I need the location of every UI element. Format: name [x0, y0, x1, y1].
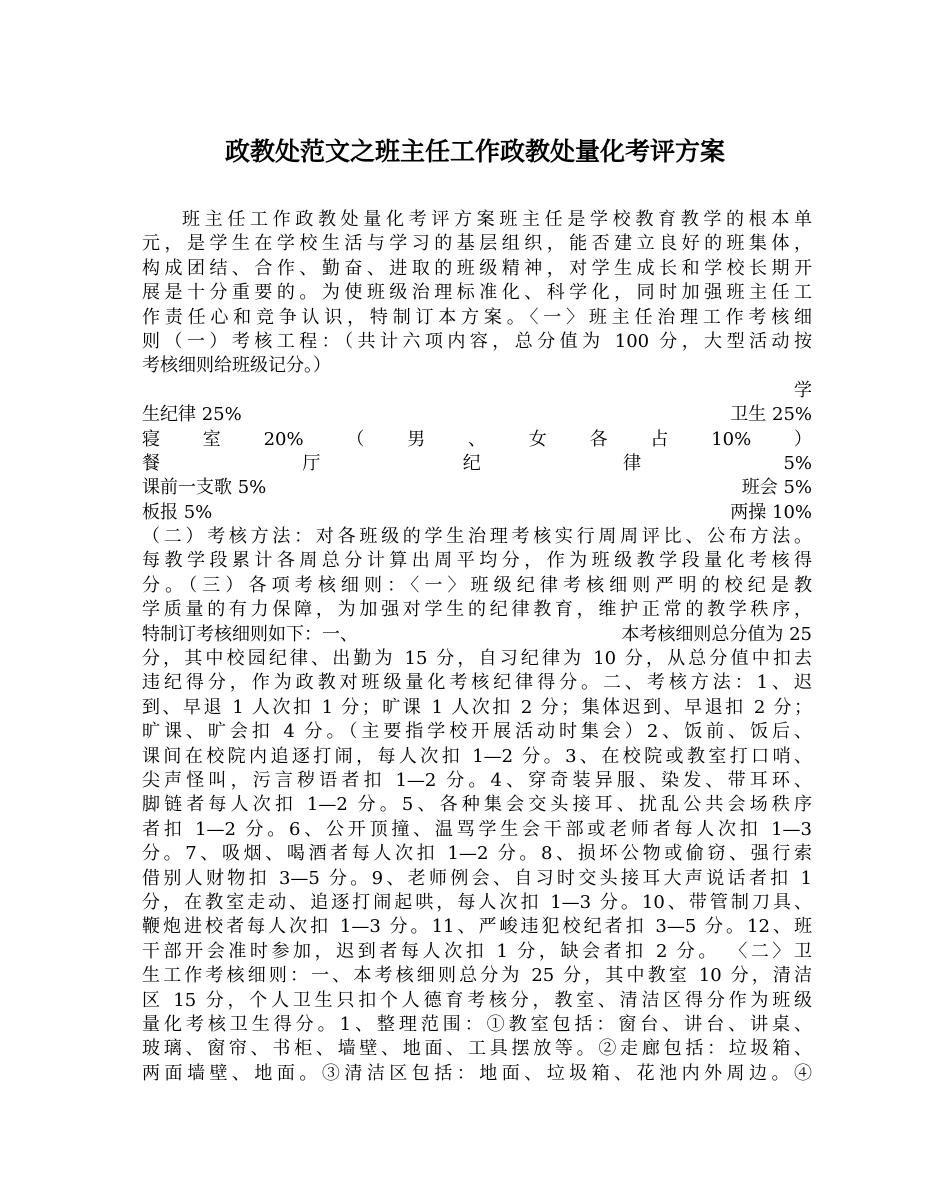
body-line: 借别人财物扣 3—5 分。9、老师例会、自习时交头接耳大声说话者扣 1 — [142, 867, 812, 889]
body-line-split — [142, 623, 812, 647]
split-right: 本考核细则总分值为 25 — [621, 623, 812, 645]
item-hygiene: 卫生 25% — [730, 404, 812, 426]
body-line: 课间在校院内追逐打闹，每人次扣 1—2 分。3、在校院或教室打口哨、 — [142, 745, 812, 767]
dorm-char: 室 — [202, 428, 221, 450]
body-line: 班主任工作政教处量化考评方案班主任是学校教育教学的根本单 — [182, 209, 812, 230]
dorm-char: 男 — [407, 428, 426, 450]
body-line: 作责任心和竞争认识，特制订本方案。〈一〉班主任治理工作考核细 — [142, 306, 812, 328]
item-row — [142, 476, 812, 500]
body-line: 违纪得分，作为政教对班级量化考核纪律得分。二、考核方法：1、迟 — [142, 672, 812, 694]
body-line: 则（一）考核工程：（共计六项内容，总分值为 100 分，大型活动按 — [142, 330, 812, 352]
body-line: 每教学段累计各周总分计算出周平均分，作为班级教学段量化考核得 — [142, 550, 812, 572]
body-line: 量化考核卫生得分。1、整理范围：①教室包括：窗台、讲台、讲桌、 — [142, 1013, 812, 1035]
document-body — [142, 208, 812, 1086]
item-class-meeting: 班会 5% — [741, 477, 812, 499]
canteen-char: 餐 — [142, 452, 160, 474]
dorm-char: 寝 — [142, 428, 160, 450]
body-line: 分，其中校园纪律、出勤为 15 分，自习纪律为 10 分，从总分值中扣去 — [142, 648, 812, 670]
item-discipline: 生纪律 25% — [142, 404, 242, 426]
dorm-char: 20% — [263, 428, 304, 450]
item-row-dorm — [142, 428, 812, 452]
body-line: 旷课、旷会扣 4 分。（主要指学校开展活动时集会）2、饭前、饭后、 — [142, 721, 812, 743]
body-line: （二）考核方法：对各班级的学生治理考核实行周周评比、公布方法。 — [142, 526, 812, 548]
canteen-char: 纪 — [462, 452, 481, 474]
item-exercises: 两操 10% — [730, 501, 812, 523]
body-line: 生工作考核细则：一、本考核细则总分为 25 分，其中教室 10 分，清洁 — [142, 965, 812, 987]
dorm-char: （ — [346, 428, 365, 450]
body-line: 分。7、吸烟、喝酒者每人次扣 1—2 分。8、损坏公物或偷窃、强行索 — [142, 843, 812, 865]
dorm-char: 各 — [589, 428, 608, 450]
body-line: 构成团结、合作、勤奋、进取的班级精神，对学生成长和学校长期开 — [142, 257, 812, 279]
dorm-char: 占 — [650, 428, 669, 450]
body-line: 考核细则给班级记分。） — [142, 355, 331, 377]
canteen-char: 5% — [783, 452, 812, 474]
canteen-char: 厅 — [302, 452, 321, 474]
dorm-char: ） — [794, 428, 812, 450]
body-line: 两面墙壁、地面。③清洁区包括：地面、垃圾箱、花池内外周边。④ — [142, 1062, 812, 1084]
body-line: 展是十分重要的。为使班级治理标准化、科学化，同时加强班主任工 — [142, 282, 812, 304]
body-line: 学质量的有力保障，为加强对学生的纪律教育，维护正常的教学秩序， — [142, 599, 812, 621]
dorm-char: 女 — [528, 428, 547, 450]
item-song: 课前一支歌 5% — [142, 477, 267, 499]
body-line: 干部开会准时参加，迟到者每人次扣 1 分，缺会者扣 2 分。 〈二〉卫 — [142, 940, 812, 962]
document-title: 政教处范文之班主任工作政教处量化考评方案 — [224, 137, 725, 166]
body-line: 分。（三）各项考核细则：〈一〉班级纪律考核细则严明的校纪是教 — [142, 574, 812, 596]
split-left: 特制订考核细则如下：一、 — [142, 623, 358, 645]
body-line: 到、早退 1 人次扣 1 分；旷课 1 人次扣 2 分；集体迟到、早退扣 2 分； — [142, 696, 812, 718]
item-blackboard: 板报 5% — [142, 501, 213, 523]
dorm-char: 、 — [468, 428, 486, 450]
body-line: 区 15 分，个人卫生只扣个人德育考核分，教室、清洁区得分作为班级 — [142, 989, 812, 1011]
body-line: 玻璃、窗帘、书柜、墙壁、地面、工具摆放等。②走廊包括：垃圾箱、 — [142, 1038, 812, 1060]
body-line: 者扣 1—2 分。6、公开顶撞、温骂学生会干部或老师者每人次扣 1—3 — [142, 818, 812, 840]
canteen-char: 律 — [623, 452, 642, 474]
body-line: 学 — [794, 379, 812, 401]
body-line: 鞭炮进校者每人次扣 1—3 分。11、严峻违犯校纪者扣 3—5 分。12、班 — [142, 916, 812, 938]
body-line: 脚链者每人次扣 1—2 分。5、各种集会交头接耳、扰乱公共会场秩序 — [142, 794, 812, 816]
body-line: 分，在教室走动、追逐打闹起哄，每人次扣 1—3 分。10、带管制刀具、 — [142, 891, 812, 913]
item-row — [142, 403, 812, 427]
body-line: 元，是学生在学校生活与学习的基层组织，能否建立良好的班集体， — [142, 233, 812, 255]
item-row-canteen — [142, 452, 812, 476]
body-line: 尖声怪叫，污言秽语者扣 1—2 分。4、穿奇装异服、染发、带耳环、 — [142, 769, 812, 791]
item-row — [142, 501, 812, 525]
dorm-char: 10% — [711, 428, 752, 450]
